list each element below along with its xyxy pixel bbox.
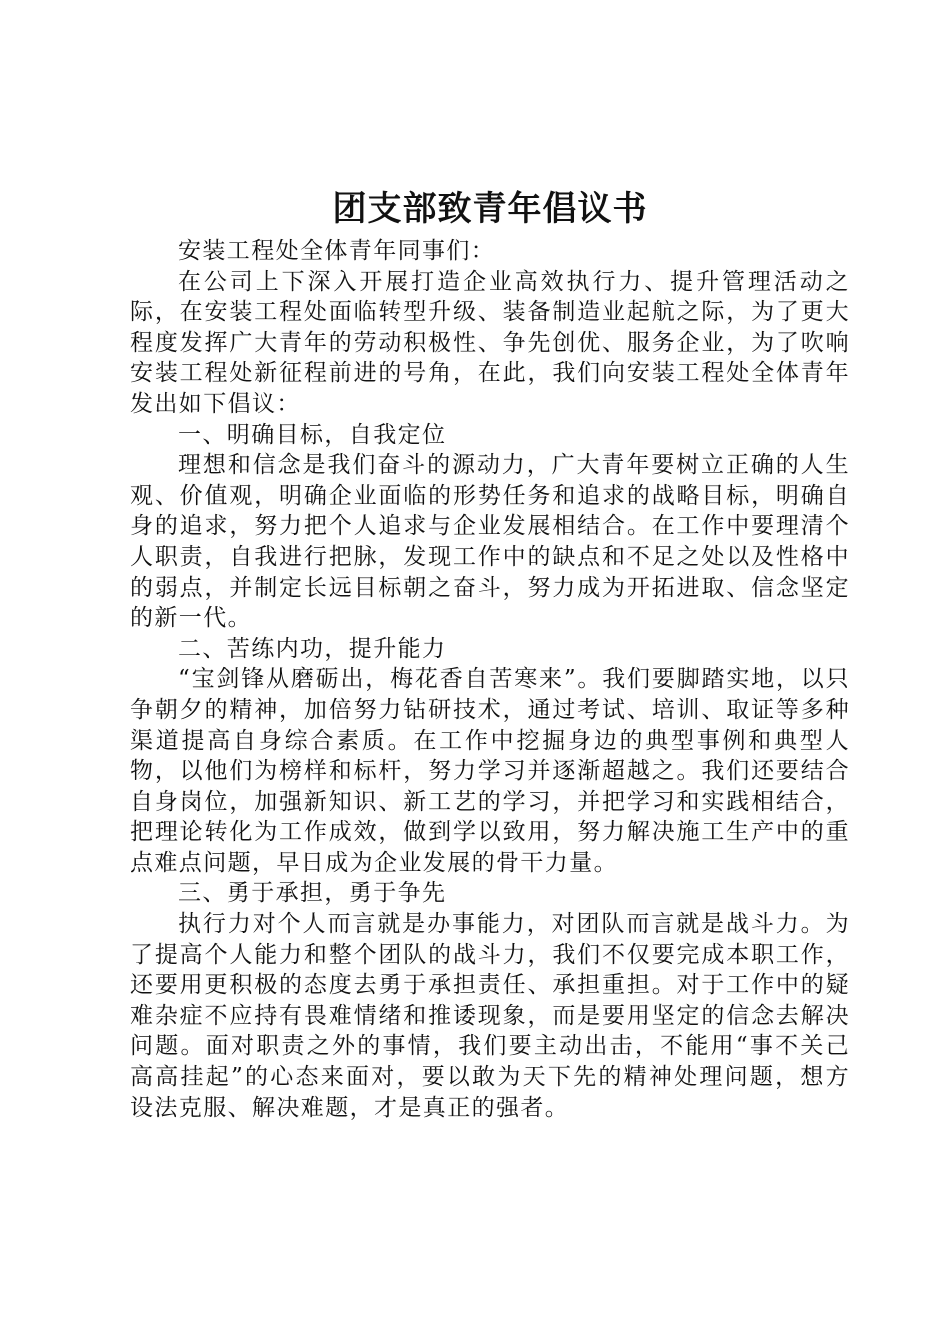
section-heading-2: 二、苦练内功，提升能力 xyxy=(178,635,447,662)
section-heading-1: 一、明确目标，自我定位 xyxy=(178,421,447,448)
section-body-1: 理想和信念是我们奋斗的源动力，广大青年要树立正确的人生观、价值观，明确企业面临的形势任务和追求的战略目标，明确自身的追求，努力把个人追求与企业发展相结合。在工作中要理清个人职责，自我进行把脉，发现工作中的缺点和不足之处以及性格中的弱点，并制定长远目标朝之奋斗，努力成为开拓进取、信念坚定的新一代。 xyxy=(130,452,850,632)
intro-paragraph: 在公司上下深入开展打造企业高效执行力、提升管理活动之际，在安装工程处面临转型升级、装备制造业起航之际，为了更大程度发挥广大青年的劳动积极性、争先创优、服务企业，为了吹响安装工程处新征程前进的号角，在此，我们向安装工程处全体青年发出如下倡议： xyxy=(130,268,850,417)
section-body-3: 执行力对个人而言就是办事能力，对团队而言就是战斗力。为了提高个人能力和整个团队的战斗力，我们不仅要完成本职工作，还要用更积极的态度去勇于承担责任、承担重担。对于工作中的疑难杂症不应持有畏难情绪和推诿现象，而是要用坚定的信念去解决问题。面对职责之外的事情，我们要主动出击，不能用“事不关己高高挂起”的心态来面对，要以敢为天下先的精神处理问题，想方设法克服、解决难题，才是真正的强者。 xyxy=(130,911,850,1121)
section-body-2: “宝剑锋从磨砺出，梅花香自苦寒来”。我们要脚踏实地，以只争朝夕的精神，加倍努力钻研技术，通过考试、培训、取证等多种渠道提高自身综合素质。在工作中挖掘身边的典型事例和典型人物，以他们为榜样和标杆，努力学习并逐渐超越之。我们还要结合自身岗位，加强新知识、新工艺的学习，并把学习和实践相结合，把理论转化为工作成效，做到学以致用，努力解决施工生产中的重点难点问题，早日成为企业发展的骨干力量。 xyxy=(130,666,850,876)
section-heading-3: 三、勇于承担，勇于争先 xyxy=(178,880,447,907)
document-page xyxy=(130,182,850,1123)
salutation: 安装工程处全体青年同事们： xyxy=(178,238,496,264)
document-title: 团支部致青年倡议书 xyxy=(332,189,648,229)
